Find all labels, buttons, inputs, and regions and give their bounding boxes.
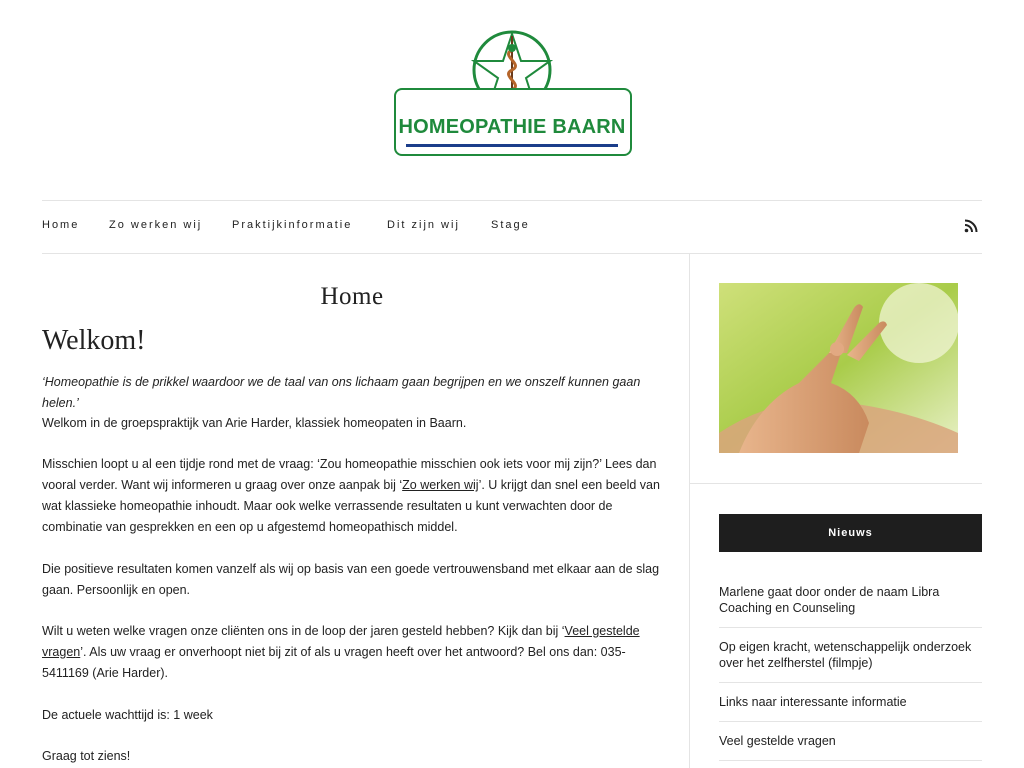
nav-item-praktijkinformatie[interactable]: Praktijkinformatie — [232, 219, 353, 231]
news-item-3[interactable]: Links naar interessante informatie — [719, 695, 907, 709]
meditation-hand-illustration — [719, 283, 958, 453]
logo-underline — [406, 144, 618, 147]
paragraph-faq-text-b: ’. Als uw vraag er onverhoopt niet bij zit of als u vragen heeft over het antwoord? Bel ons dan: 035-5411169 (Arie Harder). — [42, 645, 626, 680]
nav-item-home[interactable]: Home — [42, 219, 80, 231]
meditation-hand-image — [719, 283, 958, 453]
news-separator — [719, 682, 982, 683]
paragraph-closing: Graag tot ziens! — [42, 749, 131, 763]
news-separator — [719, 721, 982, 722]
nav-item-zo-werken-wij[interactable]: Zo werken wij — [109, 219, 203, 231]
rss-icon[interactable] — [964, 219, 978, 233]
welcome-heading: Welkom! — [42, 325, 146, 356]
news-widget-title: Nieuws — [719, 514, 982, 552]
column-divider — [689, 253, 690, 768]
main-navigation — [42, 200, 982, 254]
news-item-4[interactable]: Veel gestelde vragen — [719, 734, 836, 748]
paragraph-waiting-time: De actuele wachttijd is: 1 week — [42, 708, 213, 722]
sidebar-separator — [690, 483, 982, 484]
logo-text: HOMEOPATHIE BAARN — [398, 116, 626, 138]
intro-quote: ‘Homeopathie is de prikkel waardoor we de taal van ons lichaam gaan begrijpen en we onszelf kunnen gaan helen.’ — [42, 375, 641, 410]
page-title: Home — [320, 283, 384, 310]
site-logo[interactable] — [392, 28, 632, 158]
news-item-2[interactable]: Op eigen kracht, wetenschappelijk onderzoek over het zelfherstel (filmpje) — [719, 640, 972, 670]
paragraph-approach-text-b: ’. U krijgt dan snel een beeld van wat klassieke homeopathie inhoudt. Maar ook welke verrassende resultaten u kunt verwachten door de combinatie van gesprekken en een op u afgestemd homeopathisch middel. — [42, 478, 660, 534]
nav-item-dit-zijn-wij[interactable]: Dit zijn wij — [387, 219, 460, 231]
paragraph-approach-text-a: Misschien loopt u al een tijdje rond met de vraag: ‘Zou homeopathie misschien ook iets voor mij zijn?’ Lees dan vooral verder. Want wij informeren u graag over onze aanpak bij ‘ — [42, 457, 657, 492]
paragraph-results: Die positieve resultaten komen vanzelf als wij op basis van een goede vertrouwensband met elkaar aan de slag gaan. Persoonlijk en open. — [42, 562, 660, 597]
paragraph-approach — [42, 454, 662, 538]
news-separator — [719, 627, 982, 628]
nav-item-stage[interactable]: Stage — [491, 219, 530, 231]
paragraph-faq-text-a: Wilt u weten welke vragen onze cliënten ons in de loop der jaren gesteld hebben? Kijk dan bij ‘ — [42, 624, 565, 638]
news-separator — [719, 760, 982, 761]
paragraph-faq — [42, 621, 662, 684]
news-item-1[interactable]: Marlene gaat door onder de naam Libra Coaching en Counseling — [719, 585, 940, 615]
paragraph-welcome: Welkom in de groepspraktijk van Arie Harder, klassiek homeopaten in Baarn. — [42, 416, 467, 430]
link-veel-gestelde-vragen[interactable]: Veel gestelde vragen — [42, 624, 640, 659]
link-zo-werken-wij[interactable]: Zo werken wij — [402, 478, 479, 492]
